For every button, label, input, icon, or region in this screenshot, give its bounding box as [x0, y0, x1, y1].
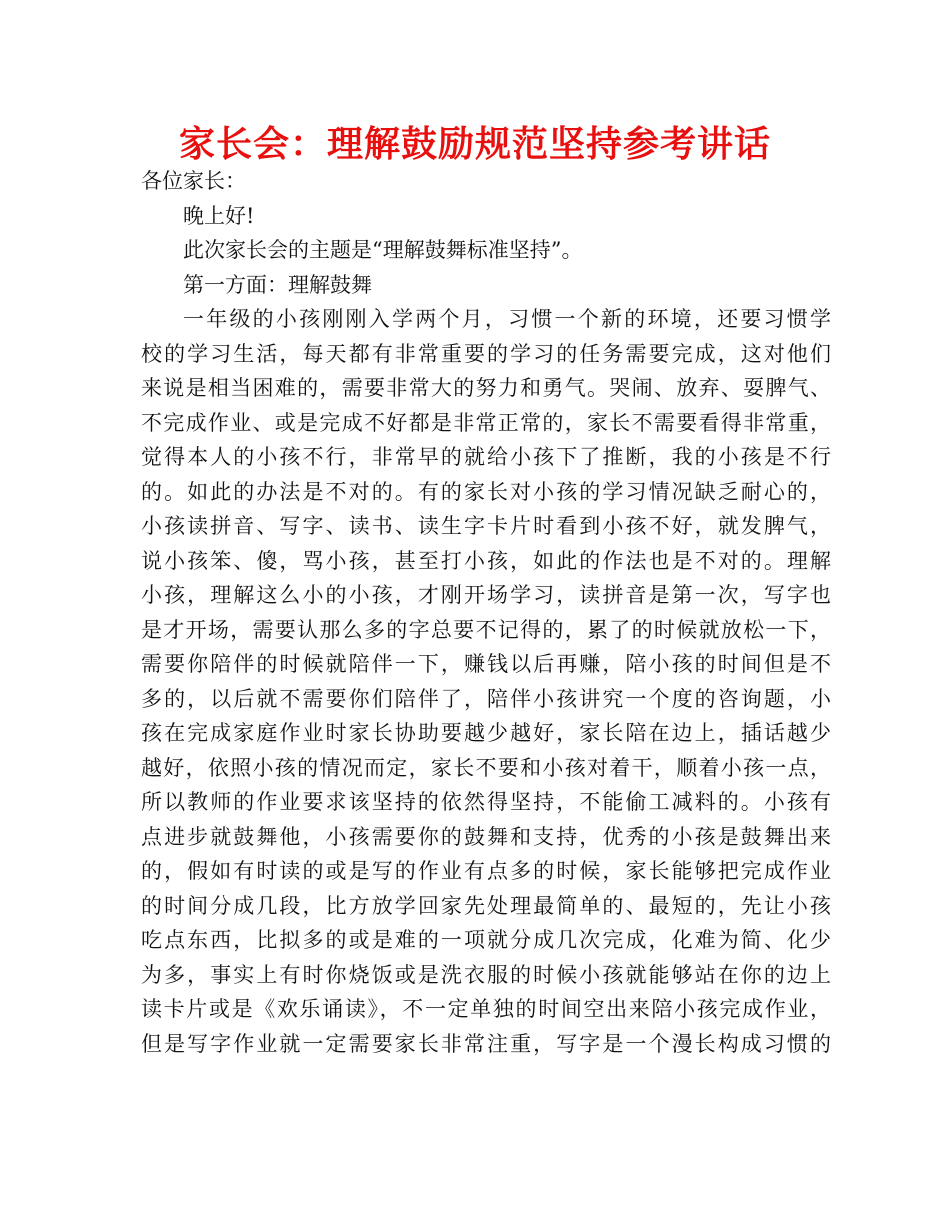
text-line: 吃点东西，比拟多的或是难的一项就分成几次完成，化难为简、化少 [141, 928, 831, 952]
text-line: 各位家长： [141, 169, 246, 193]
text-line: 点进步就鼓舞他，小孩需要你的鼓舞和支持，优秀的小孩是鼓舞出来 [141, 824, 831, 849]
text-line: 但是写字作业就一定需要家长非常注重，写字是一个漫长构成习惯的 [141, 1031, 831, 1056]
text-line: 越好，依照小孩的情况而定，家长不要和小孩对着干，顺着小孩一点， [141, 755, 831, 780]
text-line: 觉得本人的小孩不行，非常早的就给小孩下了推断，我的小孩是不行 [141, 445, 831, 469]
text-line: 所以教师的作业要求该坚持的依然得坚持，不能偷工减料的。小孩有 [141, 790, 831, 814]
text-line: 需要你陪伴的时候就陪伴一下，赚钱以后再赚，陪小孩的时间但是不 [141, 652, 831, 676]
text-line: 为多，事实上有时你烧饭或是洗衣服的时候小孩就能够站在你的边上 [141, 962, 831, 987]
document-body [141, 164, 831, 1061]
text-line: 小孩，理解这么小的小孩，才刚开场学习，读拼音是第一次，写字也 [141, 583, 831, 607]
text-line: 小孩读拼音、写字、读书、读生字卡片时看到小孩不好，就发脾气， [141, 514, 831, 538]
text-line: 晚上好! [183, 203, 255, 228]
text-line: 不完成作业、或是完成不好都是非常正常的，家长不需要看得非常重， [141, 410, 831, 435]
text-line: 此次家长会的主题是“理解鼓舞标准坚持”。 [183, 238, 583, 262]
text-line: 的。如此的办法是不对的。有的家长对小孩的学习情况缺乏耐心的， [141, 479, 831, 504]
text-line: 多的，以后就不需要你们陪伴了，陪伴小孩讲究一个度的咨询题，小 [141, 686, 831, 711]
text-line: 来说是相当困难的，需要非常大的努力和勇气。哭闹、放弃、耍脾气、 [141, 376, 831, 400]
text-line: 的时间分成几段，比方放学回家先处理最简单的、最短的，先让小孩 [141, 893, 831, 918]
text-line: 第一方面：理解鼓舞 [183, 272, 372, 297]
text-line: 校的学习生活，每天都有非常重要的学习的任务需要完成，这对他们 [141, 341, 831, 366]
text-line: 读卡片或是《欢乐诵读》，不一定单独的时间空出来陪小孩完成作业， [141, 997, 831, 1021]
text-line: 说小孩笨、傻，骂小孩，甚至打小孩，如此的作法也是不对的。理解 [141, 548, 831, 573]
text-line: 孩在完成家庭作业时家长协助要越少越好，家长陪在边上，插话越少 [141, 721, 831, 745]
text-line: 一年级的小孩刚刚入学两个月，习惯一个新的环境，还要习惯学 [183, 307, 831, 331]
text-line: 是才开场，需要认那么多的字总要不记得的，累了的时候就放松一下， [141, 617, 831, 642]
document-title: 家长会：理解鼓励规范坚持参考讲话 [178, 124, 771, 165]
text-line: 的，假如有时读的或是写的作业有点多的时候，家长能够把完成作业 [141, 859, 831, 883]
